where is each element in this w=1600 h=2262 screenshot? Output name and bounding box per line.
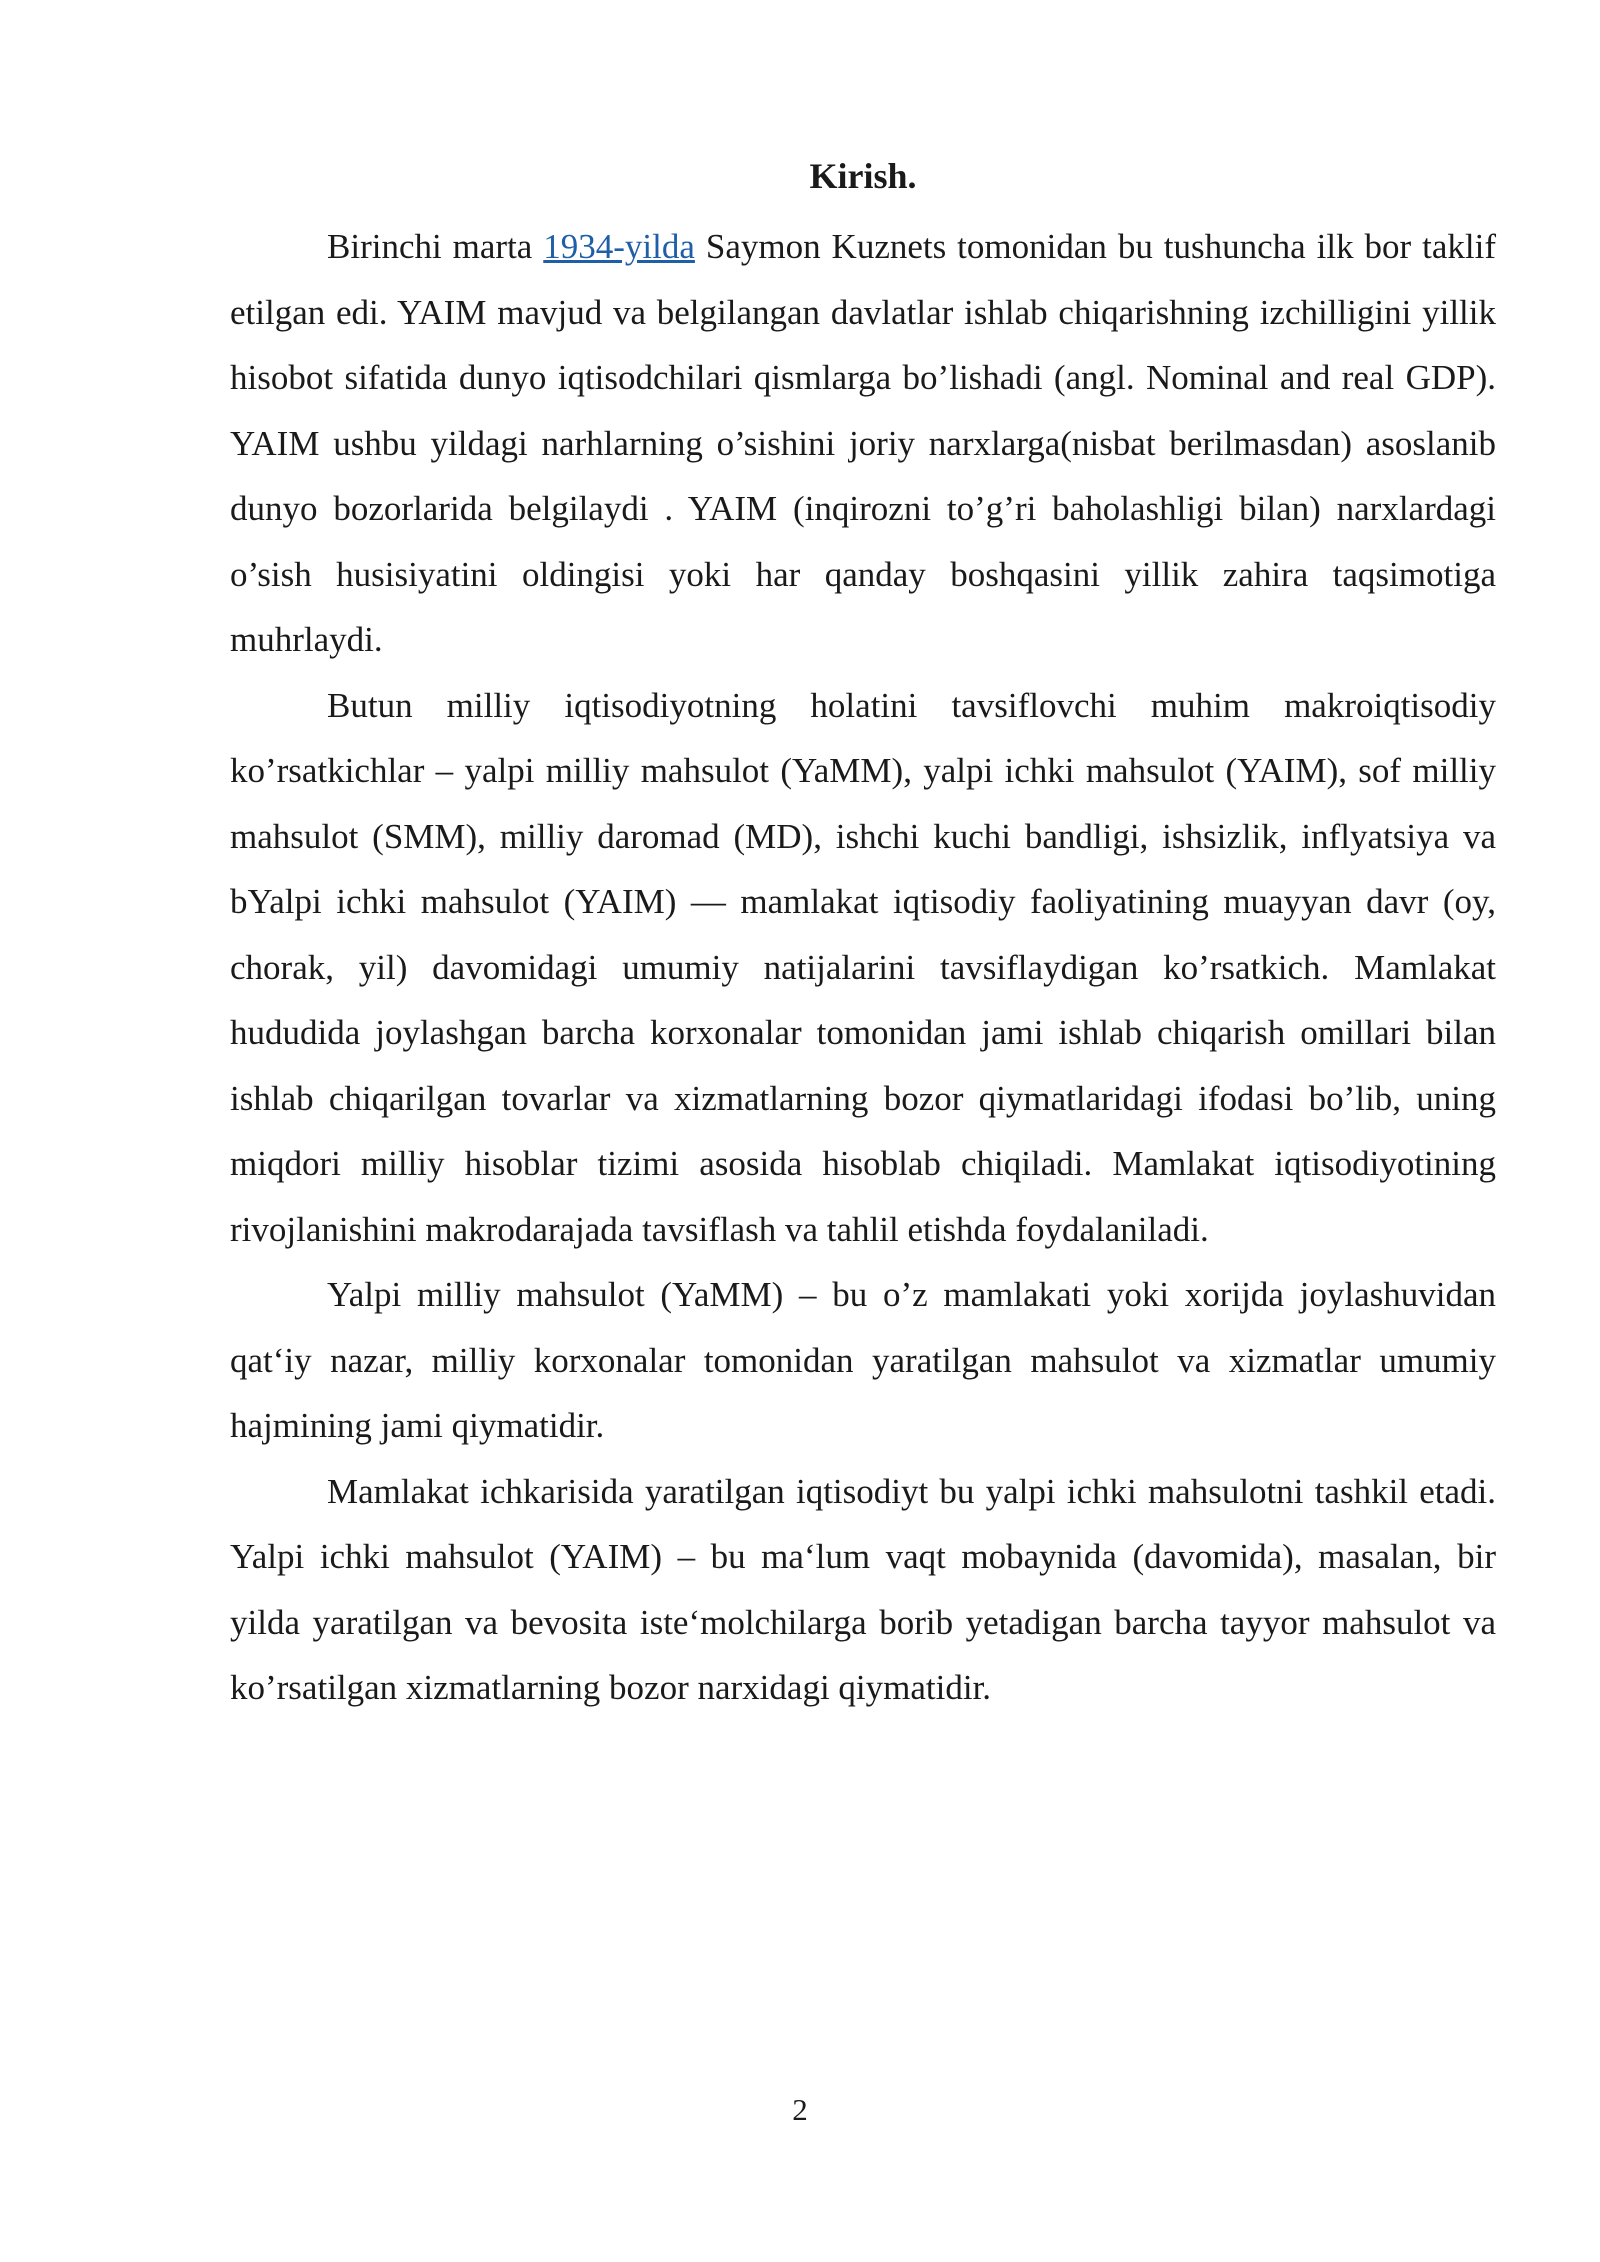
section-heading: Kirish. (809, 156, 917, 196)
paragraph-1-text-start: Birinchi marta (327, 227, 544, 266)
paragraph-4: Mamlakat ichkarisida yaratilgan iqtisodiyt bu yalpi ichki mahsulotni tashkil etadi. Yalpi ichki mahsulot (YAIM) – bu ma‘lum vaqt mobaynida (davomida), masalan, bir yilda yaratilgan va bevosita iste‘molchilarga borib yetadigan barcha tayyor mahsulot va ko’rsatilgan xizmatlarning bozor narxidagi qiymatidir. (230, 1471, 1496, 1707)
paragraph-2: Butun milliy iqtisodiyotning holatini tavsiflovchi muhim makroiqtisodiy ko’rsatkichlar – yalpi milliy mahsulot (YaMM), yalpi ichki mahsulot (YAIM), sof milliy mahsulot (SMM), milliy daromad (MD), ishchi kuchi bandligi, ishsizlik, inflyatsiya va bYalpi ichki mahsulot (YAIM) — mamlakat iqtisodiy faoliyatining muayyan davr (oy, chorak, yil) davomidagi umumiy natijalarini tavsiflaydigan ko’rsatkich. Mamlakat hududida joylashgan barcha korxonalar tomonidan jami ishlab chiqarish omillari bilan ishlab chiqarilgan tovarlar va xizmatlarning bozor qiymatlaridagi ifodasi bo’lib, uning miqdori milliy hisoblar tizimi asosida hisoblab chiqiladi. Mamlakat iqtisodiyotining rivojlanishini makrodarajada tavsiflash va tahlil etishda foydalaniladi. (230, 685, 1496, 1249)
paragraph-1 (230, 214, 1496, 673)
year-link[interactable]: 1934-yilda (543, 227, 695, 266)
page-content (230, 148, 1496, 1721)
paragraph-3: Yalpi milliy mahsulot (YaMM) – bu o’z mamlakati yoki xorijda joylashuvidan qat‘iy nazar, milliy korxonalar tomonidan yaratilgan mahsulot va xizmatlar umumiy hajmining jami qiymatidir. (230, 1275, 1496, 1445)
paragraph-1-text-rest: Saymon Kuznets tomonidan bu tushuncha ilk bor taklif etilgan edi. YAIM mavjud va belgilangan davlatlar ishlab chiqarishning izchilligini yillik hisobot sifatida dunyo iqtisodchilari qismlarga bo’lishadi (angl. Nominal and real GDP). YAIM ushbu yildagi narhlarning o’sishini joriy narxlarga(nisbat berilmasdan) asoslanib dunyo bozorlarida belgilaydi . YAIM (inqirozni to’g’ri baholashligi bilan) narxlardagi o’sish husisiyatini oldingisi yoki har qanday boshqasini yillik zahira taqsimotiga muhrlaydi. (230, 227, 1496, 659)
page-number: 2 (792, 2092, 808, 2127)
